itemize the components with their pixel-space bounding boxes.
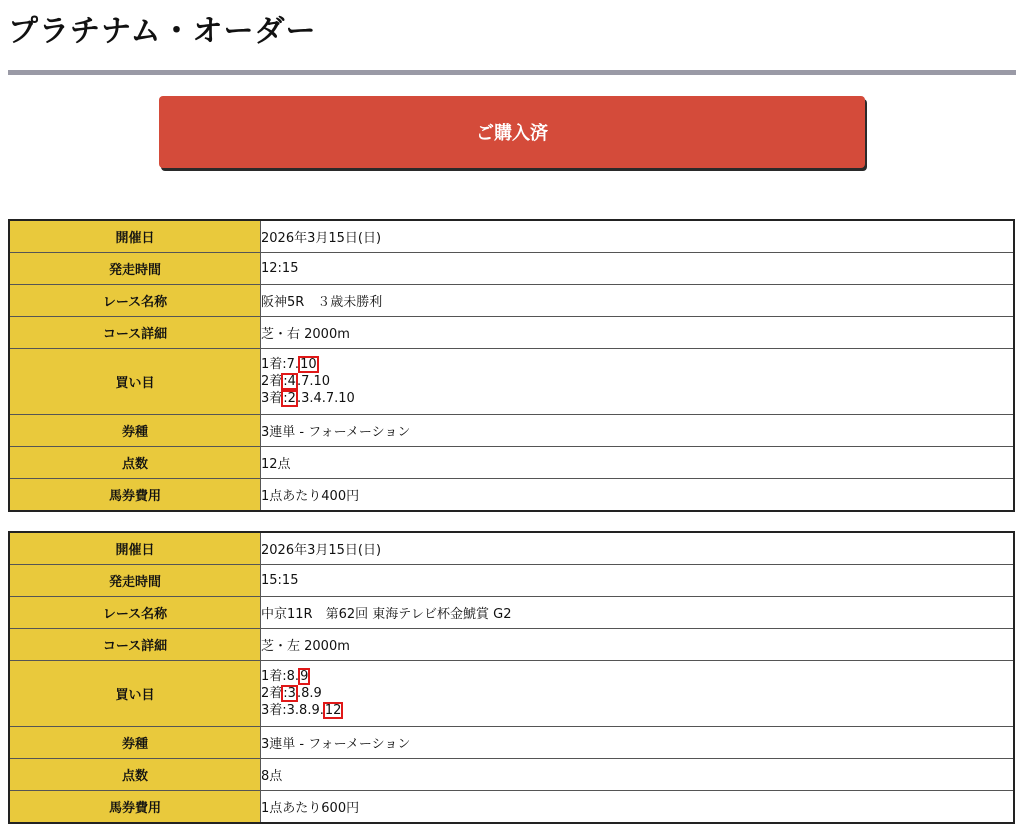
pick-highlight: :4 (283, 374, 296, 389)
table-row (9, 317, 1014, 349)
table-row (9, 415, 1014, 447)
pick-highlight: 10 (300, 357, 317, 372)
start-time-label: 発走時間 (9, 253, 261, 285)
bet-type-label: 券種 (9, 415, 261, 447)
pick-line-1st (261, 356, 1013, 373)
pick-prefix: 1着:8. (261, 669, 300, 684)
pick-prefix: 3着 (261, 391, 283, 406)
course-label: コース詳細 (9, 629, 261, 661)
table-row (9, 447, 1014, 479)
table-row (9, 597, 1014, 629)
table-row (9, 220, 1014, 253)
points-value: 12点 (261, 447, 1015, 479)
table-row (9, 727, 1014, 759)
date-value: 2026年3月15日(日) (261, 532, 1015, 565)
table-row (9, 661, 1014, 727)
pick-line-2nd (261, 373, 1013, 390)
bet-type-value: 3連単 - フォーメーション (261, 415, 1015, 447)
order-table-2 (8, 531, 1015, 824)
table-row (9, 532, 1014, 565)
table-row (9, 791, 1014, 824)
table-row (9, 629, 1014, 661)
race-name-label: レース名称 (9, 597, 261, 629)
pick-prefix: 1着:7. (261, 357, 300, 372)
race-name-label: レース名称 (9, 285, 261, 317)
pick-highlight: 9 (300, 669, 309, 684)
pick-prefix: 2着 (261, 374, 283, 389)
date-label: 開催日 (9, 220, 261, 253)
pick-highlight: 12 (324, 703, 342, 718)
cost-label: 馬券費用 (9, 479, 261, 512)
points-value: 8点 (261, 759, 1015, 791)
pick-rest: .3.4.7.10 (296, 391, 355, 406)
table-row (9, 349, 1014, 415)
table-row (9, 479, 1014, 512)
bet-type-label: 券種 (9, 727, 261, 759)
pick-highlight: :3 (283, 686, 296, 701)
date-value: 2026年3月15日(日) (261, 220, 1015, 253)
picks-value (261, 661, 1015, 727)
points-label: 点数 (9, 759, 261, 791)
cost-label: 馬券費用 (9, 791, 261, 824)
course-label: コース詳細 (9, 317, 261, 349)
start-time-value: 12:15 (261, 253, 1015, 285)
pick-line-3rd (261, 702, 1013, 719)
pick-prefix: 3着:3.8.9. (261, 703, 324, 718)
pick-line-2nd (261, 685, 1013, 702)
race-name-value: 阪神5R ３歳未勝利 (261, 285, 1015, 317)
pick-rest: .7.10 (296, 374, 331, 389)
title-divider (8, 70, 1016, 75)
race-name-value: 中京11R 第62回 東海テレビ杯金鯱賞 G2 (261, 597, 1015, 629)
date-label: 開催日 (9, 532, 261, 565)
table-row (9, 565, 1014, 597)
table-row (9, 759, 1014, 791)
pick-highlight: :2 (283, 391, 296, 406)
pick-line-3rd (261, 390, 1013, 407)
table-row (9, 253, 1014, 285)
purchased-button[interactable]: ご購入済 (159, 96, 865, 168)
course-value: 芝・右 2000m (261, 317, 1015, 349)
pick-line-1st (261, 668, 1013, 685)
picks-value (261, 349, 1015, 415)
cost-value: 1点あたり400円 (261, 479, 1015, 512)
pick-rest: .8.9 (296, 686, 322, 701)
picks-label: 買い目 (9, 661, 261, 727)
bet-type-value: 3連単 - フォーメーション (261, 727, 1015, 759)
course-value: 芝・左 2000m (261, 629, 1015, 661)
points-label: 点数 (9, 447, 261, 479)
order-table-1 (8, 219, 1015, 512)
cost-value: 1点あたり600円 (261, 791, 1015, 824)
pick-prefix: 2着 (261, 686, 283, 701)
start-time-value: 15:15 (261, 565, 1015, 597)
picks-label: 買い目 (9, 349, 261, 415)
table-row (9, 285, 1014, 317)
start-time-label: 発走時間 (9, 565, 261, 597)
page-title: プラチナム・オーダー (8, 14, 317, 49)
